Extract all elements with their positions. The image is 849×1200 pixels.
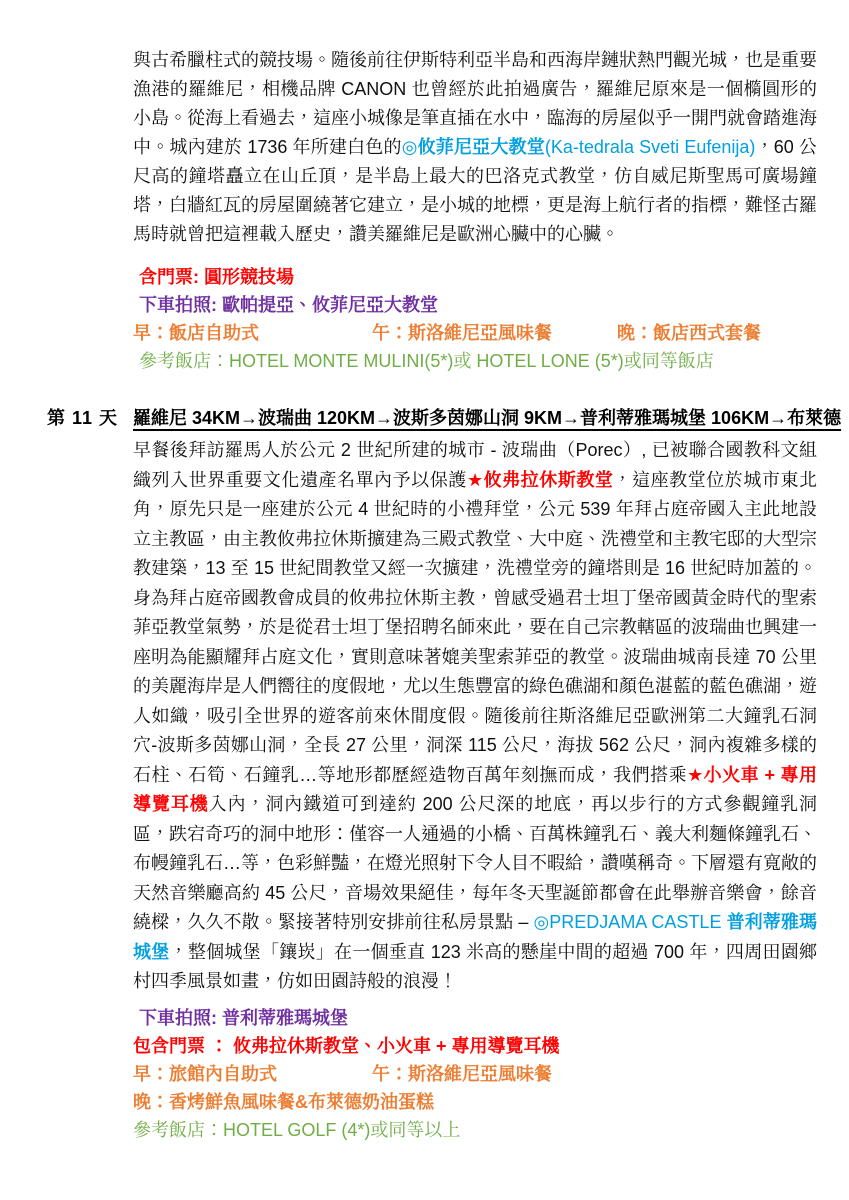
ticket-included-line: 含門票: 圓形競技場 [139, 267, 294, 287]
day11-header [0, 404, 849, 436]
lunch-label: 午：斯洛維尼亞風味餐 [372, 323, 552, 343]
highlighted-text-run: ◎攸菲尼亞大教堂 [401, 137, 545, 157]
highlighted-text-run: ★攸弗拉休斯教堂 [466, 469, 614, 490]
dinner-line: 晚：香烤鮮魚風味餐&布萊德奶油蛋糕 [133, 1092, 434, 1112]
highlighted-text-run: 普利蒂雅瑪城堡 [133, 912, 817, 962]
text-run: ，這座教堂位於城市東北角，原先只是一座建於公元 4 世紀時的小禮拜堂，公元 539 年拜占庭帝國入主此地設立主教區，由主教攸弗拉休斯擴建為三殿式教堂、大中庭、洗禮堂和主教宅邸的大型宗教建築，13 至 15 世紀間教堂又經一次擴建，洗禮堂旁的鐘塔則是 16 世紀時加蓋的。身為拜占庭帝國教會成員的攸弗拉休斯主教，曾感受過君士坦丁堡帝國黃金時代的聖索菲亞教堂氣勢，於是從君士坦丁堡招聘名師來此，要在自己宗教轄區的波瑞曲也興建一座明為能顯耀拜占庭文化，實則意味著媲美聖索菲亞的教堂。波瑞曲城南長達 70 公里的美麗海岸是人們嚮往的度假地，尤以生態豐富的綠色礁湖和顏色湛藍的藍色礁湖，遊人如織，吸引全世界的遊客前來休閒度假。隨後前往斯洛維尼亞歐洲第二大鐘乳石洞穴-波斯多茵娜山洞，全長 27 公里，洞深 115 公尺，海拔 562 公尺，洞內複雜多樣的石柱、石筍、石鐘乳…等地形都歷經造物百萬年刻撫而成，我們搭乘 [133, 469, 818, 785]
reference-hotel-line: 參考飯店：HOTEL MONTE MULINI(5*)或 HOTEL LONE (5*)或同等飯店 [139, 351, 714, 371]
text-run: ，60 公尺高的鐘塔矗立在山丘頂，是半島上最大的巴洛克式教堂，仿自威尼斯聖馬可廣場鐘塔，白牆紅瓦的房屋圍繞著它建立，是小城的地標，更是海上航行者的指標，難怪古羅馬時就曾把這裡載入歷史，讚美羅維尼是歐洲心臟中的心臟。 [133, 137, 817, 244]
highlighted-text-run: (Ka-tedrala Sveti Eufenija) [544, 137, 756, 157]
ticket-included-line: 包含門票 ： 攸弗拉休斯教堂、小火車 + 專用導覽耳機 [133, 1036, 560, 1056]
breakfast-label: 早：旅館內自助式 [133, 1064, 277, 1084]
text-run: 與古希臘柱式的競技場。隨後前往伊斯特利亞半島和西海岸鏈狀熱門觀光城，也是重要漁港的羅維尼，相機品牌 CANON 也曾經於此拍過廣告，羅維尼原來是一個橢圓形的小島。從海上看過去，這座小城像是筆直插在水中，臨海的房屋似乎一開門就會踏進海中。城內建於 1736 年所建白色的 [133, 50, 817, 157]
highlighted-text-run: ◎PREDJAMA CASTLE [533, 912, 727, 932]
reference-hotel-line: 參考飯店：HOTEL GOLF (4*)或同等以上 [133, 1120, 461, 1140]
day11-notes [133, 1004, 833, 1144]
rovinj-paragraph [133, 46, 817, 249]
meals-line [133, 319, 833, 347]
day-number-label: 第 11 天 [47, 408, 119, 428]
dinner-label: 晚：飯店西式套餐 [617, 323, 761, 343]
day-route-title: 羅維尼 34KM→波瑞曲 120KM→波斯多茵娜山洞 9KM→普利蒂雅瑪城堡 106KM→布萊德 [133, 408, 842, 428]
photo-stop-line: 下車拍照: 歐帕提亞、攸菲尼亞大教堂 [139, 295, 438, 315]
day11-paragraph [133, 436, 817, 997]
photo-stop-line: 下車拍照: 普利蒂雅瑪城堡 [139, 1008, 348, 1028]
lunch-label: 午：斯洛維尼亞風味餐 [372, 1064, 552, 1084]
meals-line [133, 1060, 833, 1088]
day10-notes [133, 263, 833, 375]
breakfast-label: 早：飯店自助式 [133, 323, 259, 343]
text-run: 早餐後拜訪羅馬人於公元 2 世紀所建的城市 - 波瑞曲（Porec）, 已被聯合國教科文組織列入世界重要文化遺產名單內予以保護 [133, 440, 817, 490]
text-run: ，整個城堡「鑲崁」在一個垂直 123 米高的懸崖中間的超過 700 年，四周田園鄉村四季風景如畫，仿如田園詩般的浪漫！ [133, 941, 817, 991]
highlighted-text-run: ★小火車 + 專用導覽耳機 [133, 764, 817, 814]
text-run: 入內，洞內鐵道可到達約 200 公尺深的地底，再以步行的方式參觀鐘乳洞區，跌宕奇巧的洞中地形：僅容一人通過的小橋、百萬株鐘乳石、義大利麵條鐘乳石、布幔鐘乳石…等，色彩鮮豔，在燈光照射下令人目不暇給，讚嘆稱奇。下層還有寬敞的天然音樂廳高約 45 公尺，音場效果絕佳，每年冬天聖誕節都會在此舉辦音樂會，餘音繞樑，久久不散。緊接著特別安排前往私房景點 – [133, 794, 818, 932]
